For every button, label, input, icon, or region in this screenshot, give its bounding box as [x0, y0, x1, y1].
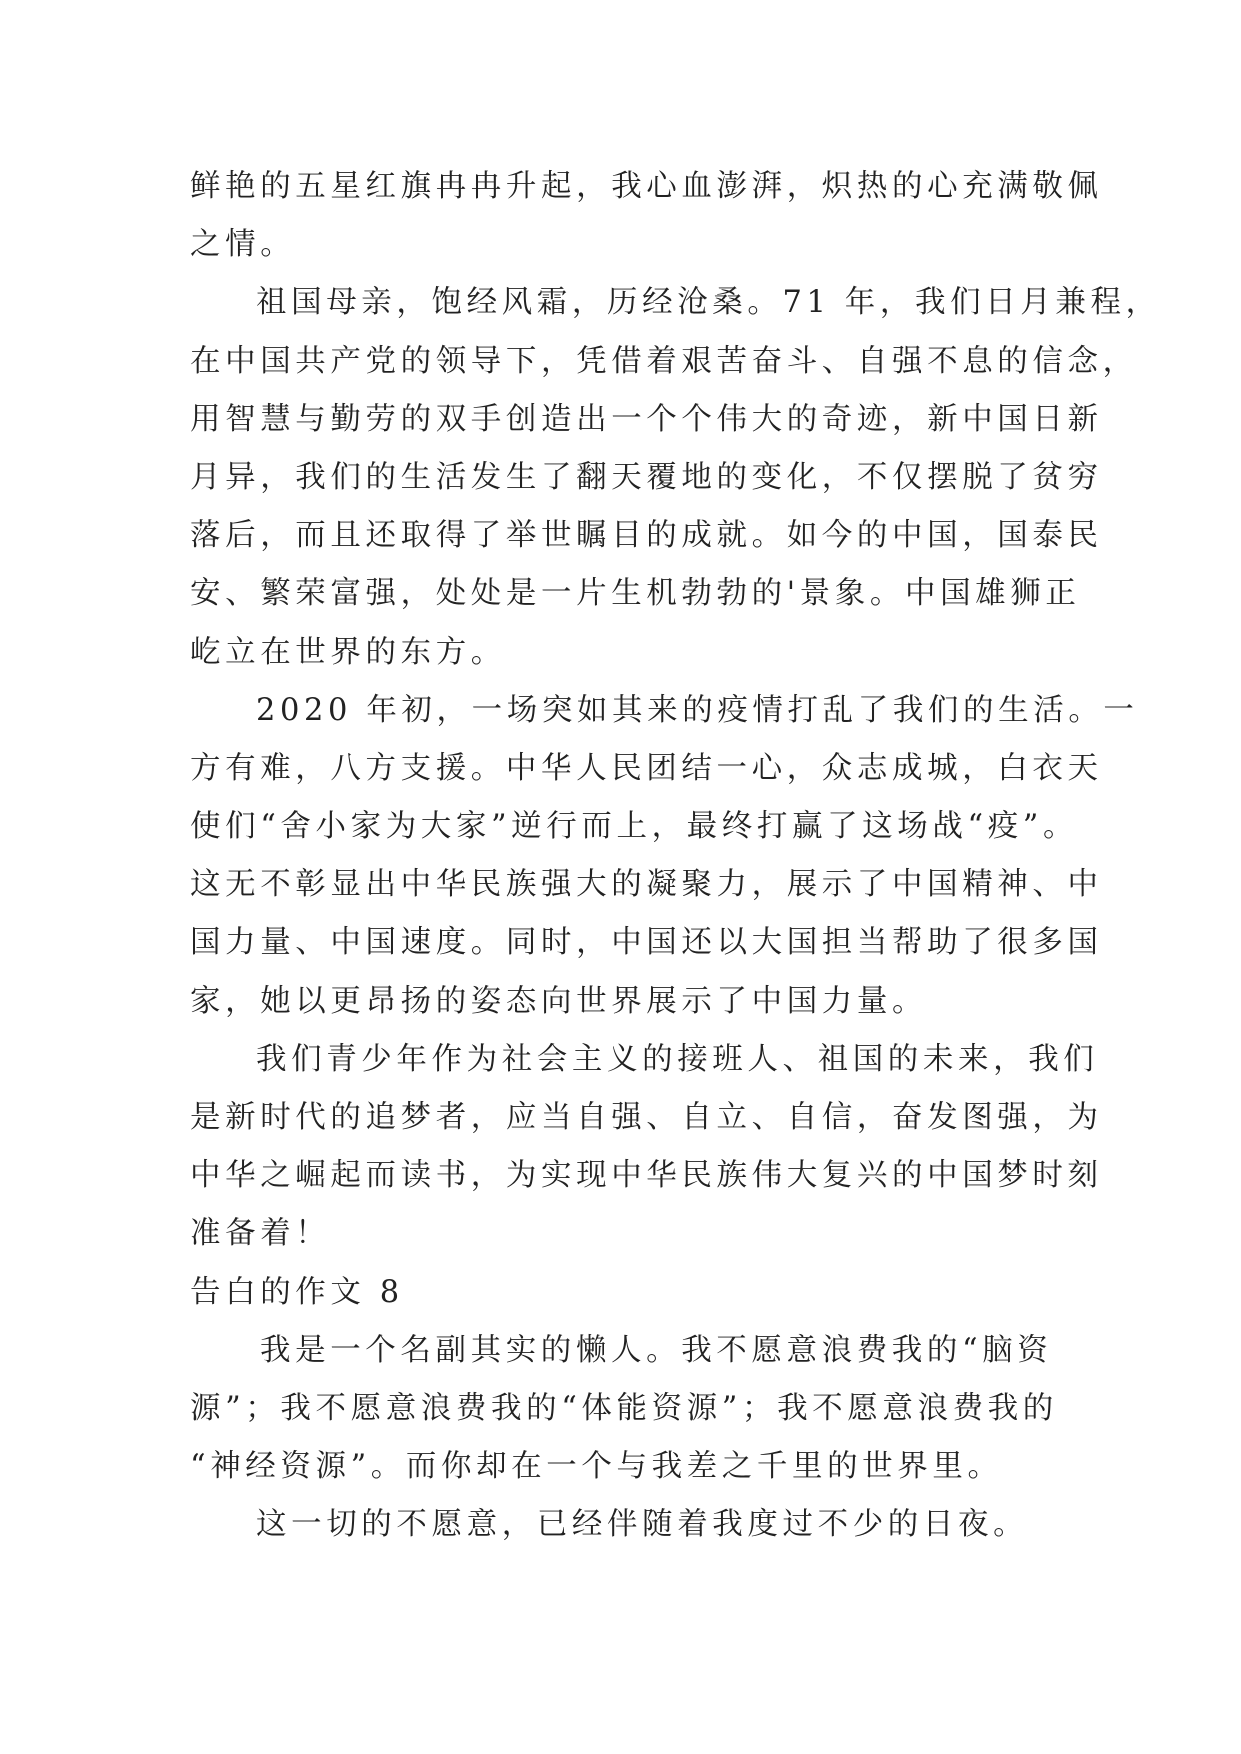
text-line: 鲜艳的五星红旗冉冉升起，我心血澎湃，炽热的心充满敬佩	[190, 169, 1103, 204]
text-line: 国力量、中国速度。同时，中国还以大国担当帮助了很多国	[190, 925, 1103, 961]
text-line: 用智慧与勤劳的双手创造出一个个伟大的奇迹，新中国日新	[190, 401, 1103, 437]
text-line: 中华之崛起而读书，为实现中华民族伟大复兴的中国梦时刻	[190, 1158, 1103, 1194]
paragraph-start-line: 祖国母亲，饱经风霜，历经沧桑。71 年，我们日月兼程，	[256, 285, 1161, 321]
text-line: 使们“舍小家为大家”逆行而上，最终打赢了这场战“疫”。	[190, 809, 1079, 845]
text-line: “神经资源”。而你却在一个与我差之千里的世界里。	[190, 1449, 1003, 1485]
text-line: 屹立在世界的东方。	[190, 634, 506, 670]
section-title: 告白的作文 8	[190, 1274, 404, 1310]
text-line: 是新时代的追梦者，应当自强、自立、自信，奋发图强，为	[190, 1100, 1103, 1135]
text-line: 准备着！	[190, 1216, 331, 1252]
text-line: 之情。	[190, 227, 296, 263]
text-line: 月异，我们的生活发生了翻天覆地的变化，不仅摆脱了贫穷	[190, 459, 1103, 495]
text-line: 这无不彰显出中华民族强大的凝聚力，展示了中国精神、中	[190, 867, 1103, 903]
essay-text	[190, 158, 1161, 1555]
text-line: 在中国共产党的领导下，凭借着艰苦奋斗、自强不息的信念，	[190, 343, 1138, 379]
text-line: 安、繁荣富强，处处是一片生机勃勃的'景象。中国雄狮正	[190, 576, 1081, 612]
paragraph-start-line: 我是一个名副其实的懒人。我不愿意浪费我的“脑资	[260, 1332, 1053, 1368]
text-line: 源”；我不愿意浪费我的“体能资源”；我不愿意浪费我的	[190, 1390, 1058, 1426]
text-line: 落后，而且还取得了举世瞩目的成就。如今的中国，国泰民	[190, 518, 1103, 554]
text-line: 家，她以更昂扬的姿态向世界展示了中国力量。	[190, 983, 928, 1019]
paragraph-start-line: 这一切的不愿意，已经伴随着我度过不少的日夜。	[256, 1507, 1029, 1543]
paragraph-start-line: 我们青少年作为社会主义的接班人、祖国的未来，我们	[256, 1041, 1099, 1077]
text-line: 方有难，八方支援。中华人民团结一心，众志成城，白衣天	[190, 750, 1103, 786]
paragraph-start-line: 2020 年初，一场突如其来的疫情打乱了我们的生活。一	[256, 692, 1139, 728]
